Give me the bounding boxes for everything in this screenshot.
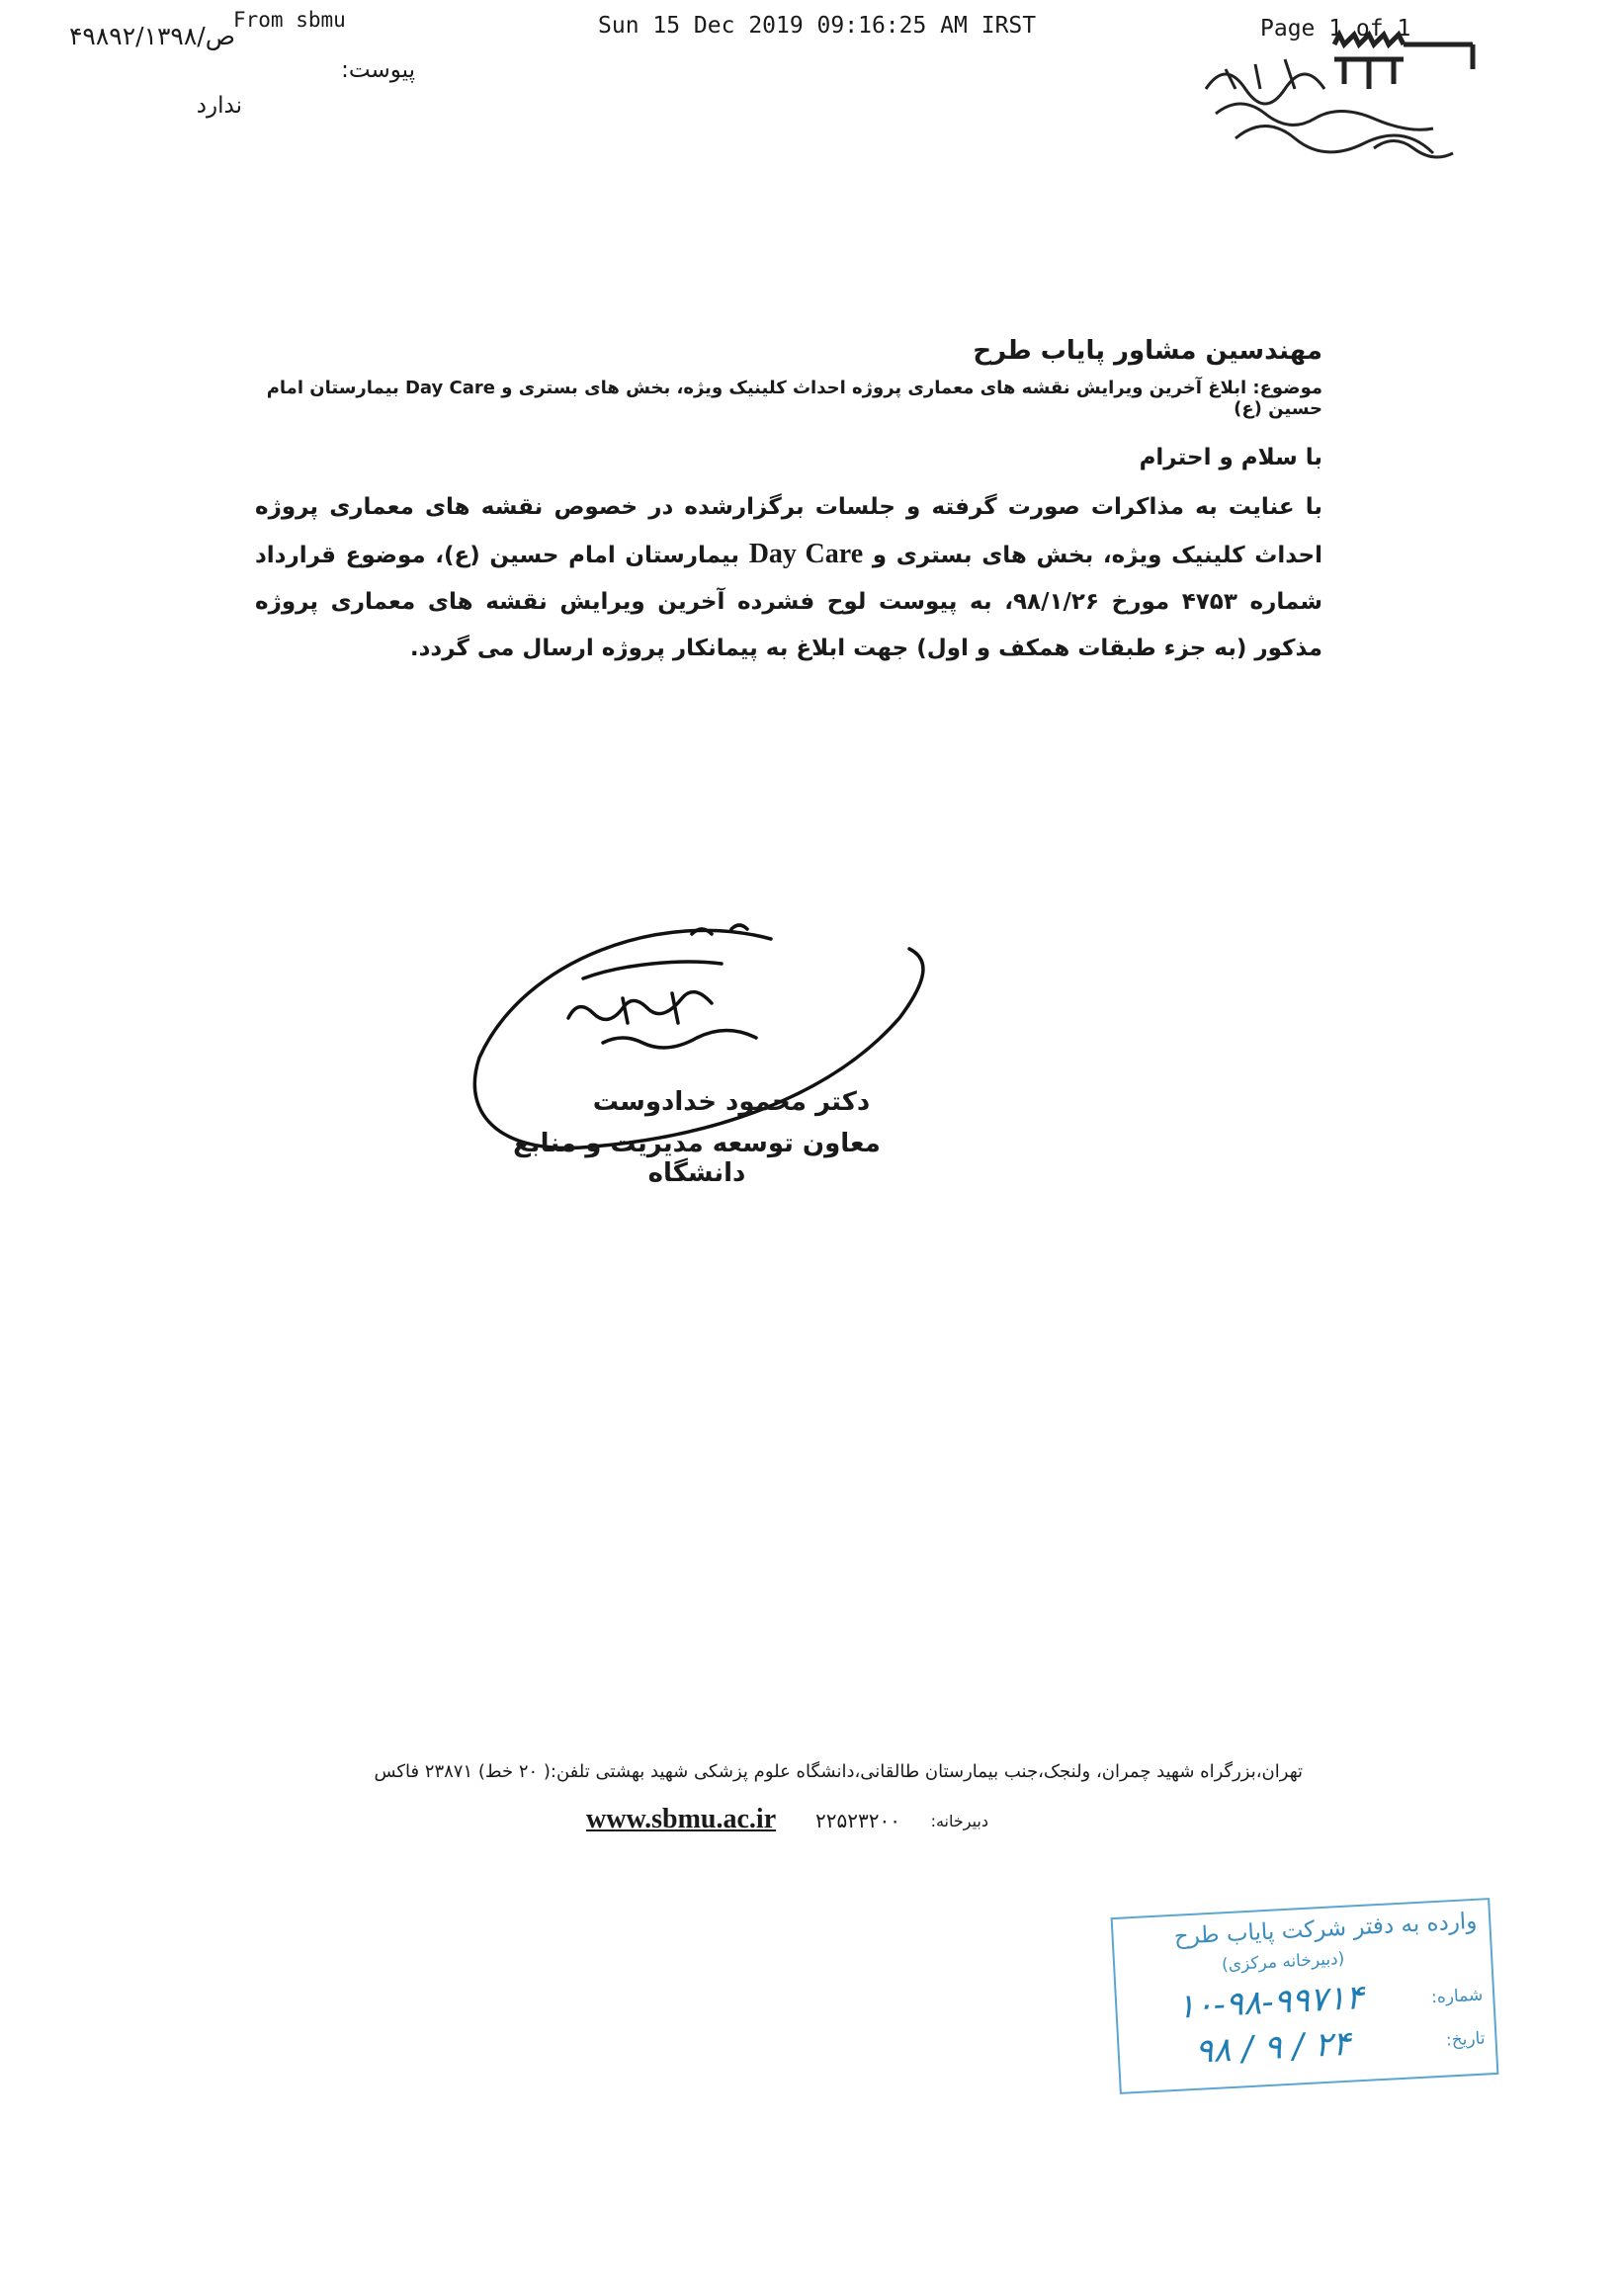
fax-sender: From sbmu [233, 8, 346, 32]
footer-address: تهران،بزرگراه شهید چمران، ولنجک،جنب بیمارستان طالقانی،دانشگاه علوم پزشکی شهید بهشتی تلفن:( ۲۰ خط) ۲۳۸۷۱ فاکس [374, 1761, 1303, 1782]
received-stamp [1111, 1898, 1499, 2094]
stamp-number-label: شماره: [1430, 1985, 1484, 2008]
stamp-subtitle: (دبیرخانه مرکزی) [1221, 1948, 1345, 1976]
university-logo-icon [1196, 30, 1483, 173]
university-logo [1196, 30, 1483, 173]
footer-secretariat-label: دبیرخانه: [930, 1812, 988, 1830]
signer-title: معاون توسعه مدیریت و منابع دانشگاه [513, 1129, 881, 1188]
signer-name: دکتر محمود خدادوست [592, 1087, 871, 1117]
stamp-date-label: تاریخ: [1445, 2028, 1487, 2051]
body-part-1: با عنایت به مذاکرات صورت گرفته و جلسات برگزارشده در خصوص نقشه های معماری پروژه احداث کلینیک ویژه، بخش های بستری و [255, 494, 1322, 568]
greeting: با سلام و احترام [1139, 445, 1322, 470]
letter-body [255, 484, 1322, 672]
stamp-date-value: ۹۸ / ۹ / ۲۴ [1194, 2023, 1352, 2072]
subject-line: موضوع: ابلاغ آخرین ویرایش نقشه های معماری پروژه احداث کلینیک ویژه، بخش های بستری و Day Care بیمارستان امام حسین (ع) [266, 378, 1322, 419]
fax-timestamp: Sun 15 Dec 2019 09:16:25 AM IRST [598, 13, 1037, 39]
stamp-title: وارده به دفتر شرکت پایاب طرح [1173, 1908, 1478, 1950]
footer-website-link[interactable]: www.sbmu.ac.ir [586, 1804, 777, 1834]
footer-secretariat-phone: ۲۲۵۲۳۲۰۰ [815, 1809, 900, 1832]
letter-reference-number: ۴۹۸۹۲/ص/۱۳۹۸ [69, 22, 235, 50]
addressee: مهندسین مشاور پایاب طرح [973, 336, 1322, 366]
body-latin-term: Day Care [748, 539, 864, 569]
stamp-number-value: ۱۰-۹۸-۹۹۷۱۴ [1175, 1977, 1365, 2027]
fax-page-indicator: Page 1 of 1 [1260, 16, 1411, 42]
body-part-2: بیمارستان امام حسین (ع)، موضوع قرارداد شماره ۴۷۵۳ مورخ ۹۸/۱/۲۶، به پیوست لوح فشرده آخرین ویرایش نقشه های معماری پروژه مذکور (به جزء طبقات همکف و اول) جهت ابلاغ به پیمانکار پروژه ارسال می گردد. [255, 543, 1323, 661]
attachment-label: پیوست: [341, 57, 415, 83]
attachment-value: ندارد [196, 93, 242, 119]
